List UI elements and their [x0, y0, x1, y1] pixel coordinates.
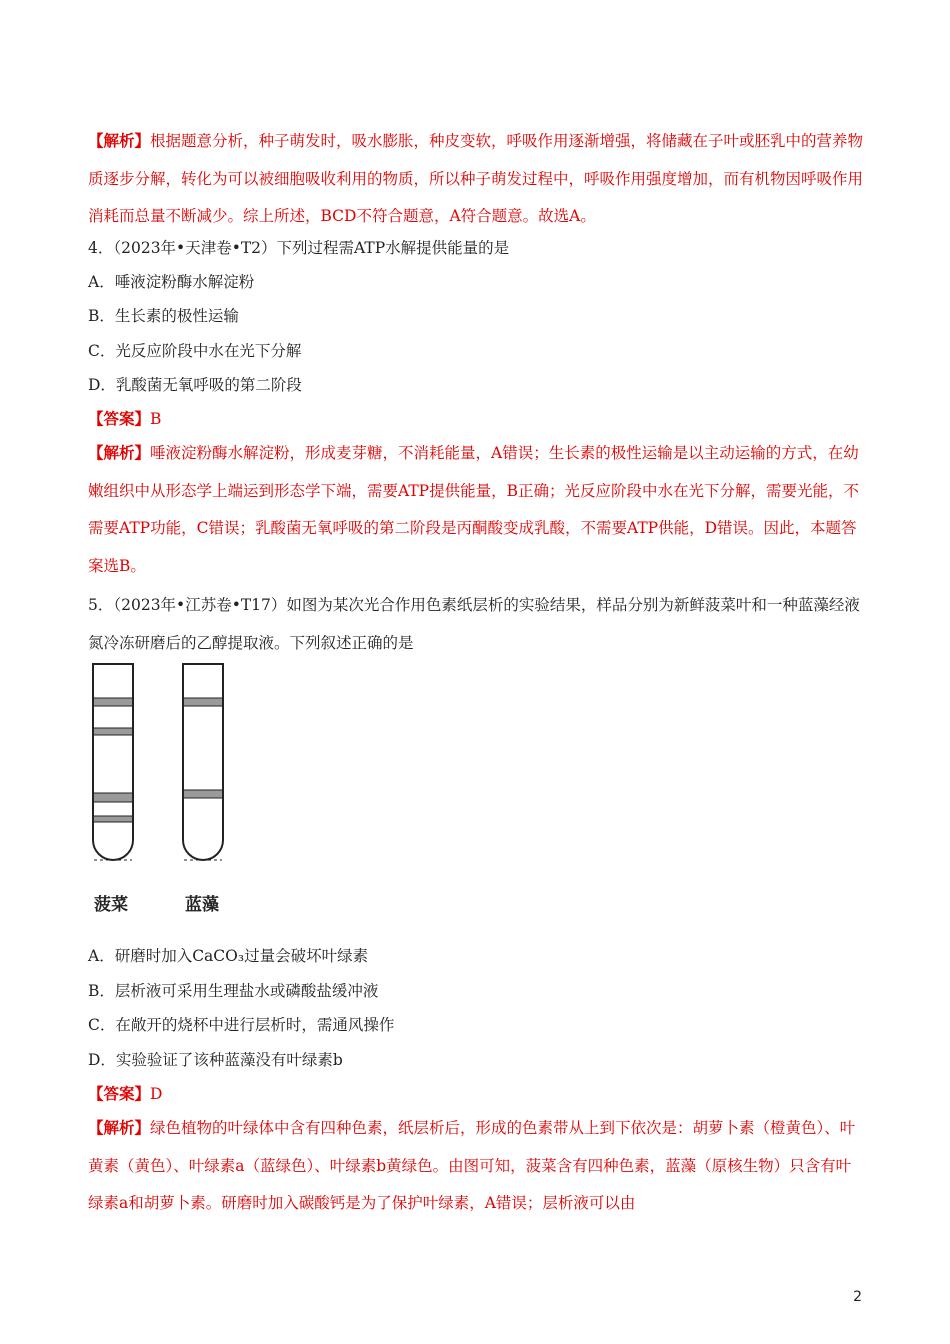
- q3-analysis: [88, 122, 864, 236]
- q4-option-b: B．生长素的极性运输: [88, 307, 239, 325]
- q5-stem: 5．（2023年•江苏卷•T17）如图为某次光合作用色素纸层析的实验结果，样品分别为新鲜菠菜叶和一种蓝藻经液氮冷冻研磨后的乙醇提取液。下列叙述正确的是: [88, 596, 860, 652]
- tube-spinach: [93, 664, 133, 860]
- q5-option-a: A．研磨时加入CaCO₃过量会破坏叶绿素: [88, 947, 369, 965]
- q5-option-b: B．层析液可采用生理盐水或磷酸盐缓冲液: [88, 982, 379, 1000]
- analysis-label: 【解析】: [88, 131, 151, 150]
- page-number: 2: [853, 1289, 862, 1305]
- analysis-text: 根据题意分析，种子萌发时，吸水膨胀，种皮变软，呼吸作用逐渐增强，将储藏在子叶或胚乳中的营养物质逐步分解，转化为可以被细胞吸收利用的物质，所以种子萌发过程中，呼吸作用强度增加，而有机物因呼吸作用消耗而总量不断减少。综上所述，BCD不符合题意，A符合题意。故选A。: [88, 132, 864, 225]
- q4-option-c: C．光反应阶段中水在光下分解: [88, 342, 302, 360]
- tube-label-cyanobacteria: 蓝藻: [185, 895, 219, 915]
- q5-analysis: [88, 1109, 864, 1223]
- answer-label: 【答案】: [88, 1084, 151, 1103]
- analysis-text: 唾液淀粉酶水解淀粉，形成麦芽糖，不消耗能量，A错误；生长素的极性运输是以主动运输的方式，在幼嫩组织中从形态学上端运到形态学下端，需要ATP提供能量，B正确；光反应阶段中水在光下分解，需要光能，不需要ATP功能，C错误；乳酸菌无氧呼吸的第二阶段是丙酮酸变成乳酸，不需要ATP供能，D错误。因此，本题答案选B。: [88, 444, 860, 575]
- answer-label: 【答案】: [88, 409, 151, 428]
- q4-answer: [88, 409, 161, 429]
- q5-option-d: D．实验验证了该种蓝藻没有叶绿素b: [88, 1051, 343, 1069]
- tube-label-spinach: 菠菜: [94, 895, 128, 915]
- analysis-label: 【解析】: [88, 443, 151, 462]
- q5-option-c: C．在敞开的烧杯中进行层析时，需通风操作: [88, 1016, 395, 1034]
- answer-value: D: [150, 1085, 163, 1103]
- q5-answer: [88, 1084, 162, 1104]
- q4-option-d: D．乳酸菌无氧呼吸的第二阶段: [88, 376, 302, 394]
- analysis-text: 绿色植物的叶绿体中含有四种色素，纸层析后，形成的色素带从上到下依次是：胡萝卜素（橙黄色）、叶黄素（黄色）、叶绿素a（蓝绿色）、叶绿素b黄绿色。由图可知，菠菜含有四种色素，蓝藻（原核生物）只含有叶绿素a和胡萝卜素。研磨时加入碳酸钙是为了保护叶绿素，A错误；层析液可以由: [88, 1119, 856, 1212]
- tube-cyanobacteria: [183, 664, 223, 860]
- chromatography-figure: [85, 660, 245, 920]
- analysis-label: 【解析】: [88, 1118, 151, 1137]
- q4-stem: 4．（2023年•天津卷•T2）下列过程需ATP水解提供能量的是: [88, 239, 510, 257]
- q4-option-a: A．唾液淀粉酶水解淀粉: [88, 273, 255, 291]
- q4-analysis: [88, 434, 864, 585]
- answer-value: B: [150, 410, 162, 428]
